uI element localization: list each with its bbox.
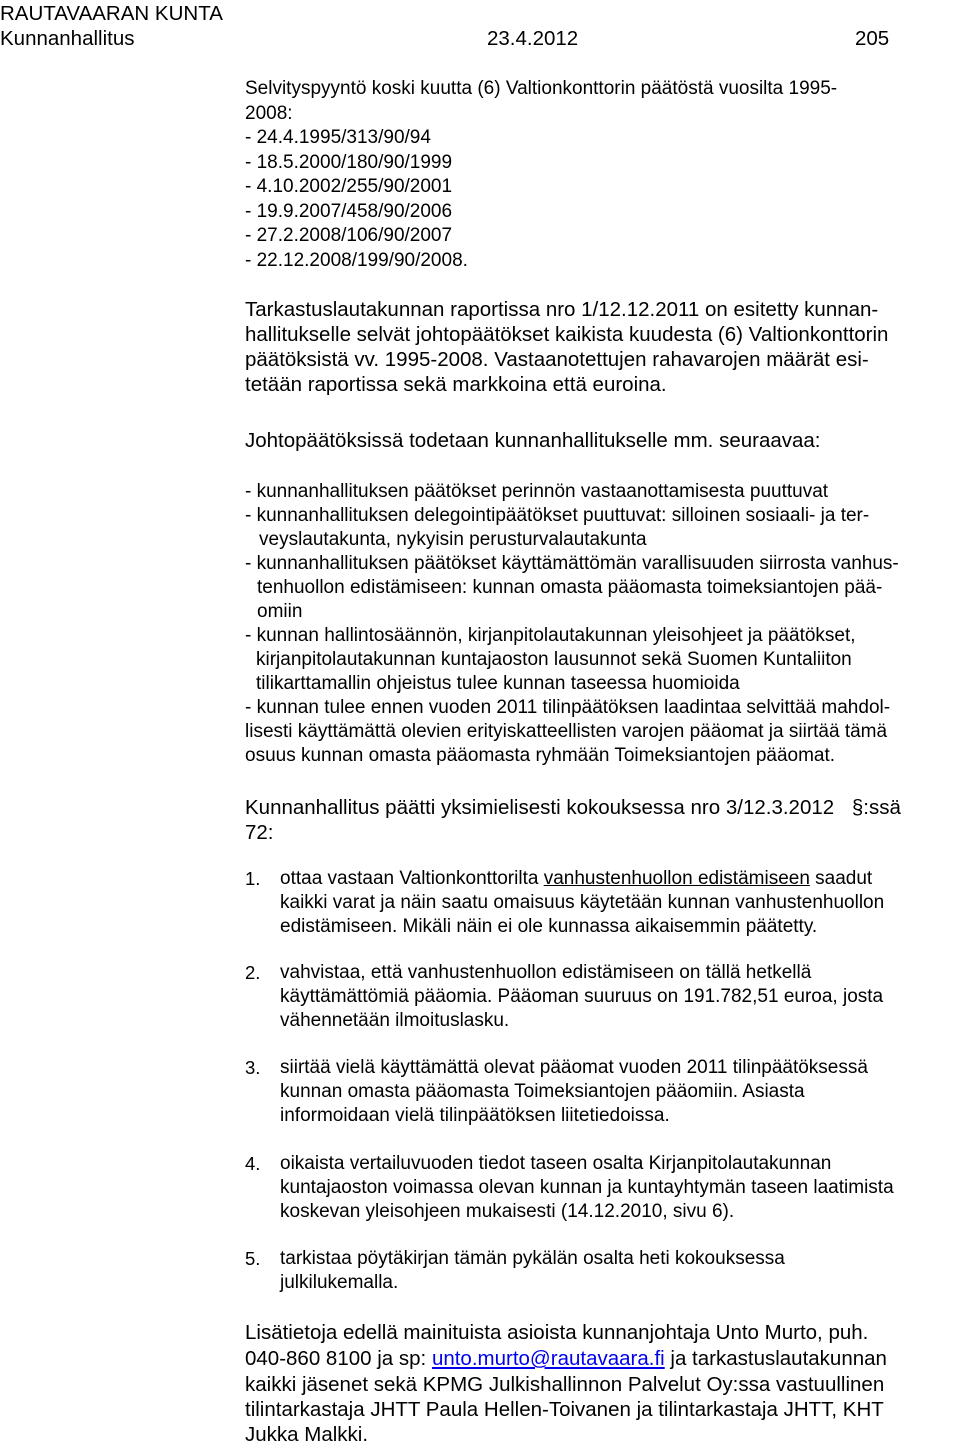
request-title-line1: Selvityspyyntö koski kuutta (6) Valtionkonttorin päätöstä vuosilta 1995-	[245, 78, 838, 99]
decision-item: - 22.12.2008/199/90/2008.	[245, 250, 468, 271]
item-text: ottaa vastaan Valtionkonttorilta	[280, 868, 544, 889]
resolution-line2: 72:	[245, 821, 274, 844]
section-sign-icon: §	[851, 796, 864, 819]
resolution-text: Kunnanhallitus päätti yksimielisesti kokouksessa nro 3/12.3.2012	[245, 796, 840, 819]
item-line: oikaista vertailuvuoden tiedot taseen osalta Kirjanpitolautakunnan	[280, 1153, 832, 1174]
decision-item: - 24.4.1995/313/90/94	[245, 127, 431, 148]
contact-text: 040-860 8100 ja sp:	[245, 1347, 432, 1370]
conclusion-line: - kunnanhallituksen delegointipäätökset puuttuvat: silloinen sosiaali- ja ter-	[245, 505, 870, 526]
item-text: saadut	[809, 868, 873, 889]
item-number: 1.	[245, 868, 261, 889]
contact-line: tilintarkastaja JHTT Paula Hellen-Toivanen ja tilintarkastaja JHTT, KHT	[245, 1398, 884, 1421]
conclusion-line: - kunnanhallituksen päätökset käyttämättömän varallisuuden siirrosta vanhus-	[245, 553, 899, 574]
contact-text: ja tarkastuslautakunnan	[664, 1347, 887, 1370]
decision-item: - 4.10.2002/255/90/2001	[245, 176, 453, 197]
report-line: päätöksistä vv. 1995-2008. Vastaanotettujen rahavarojen määrät esi-	[245, 348, 869, 371]
conclusion-line: kirjanpitolautakunnan kuntajaoston lausunnot sekä Suomen Kuntaliiton	[256, 649, 852, 670]
request-title-line2: 2008:	[245, 103, 293, 124]
item-line: kuntajaoston voimassa olevan kunnan ja kuntayhtymän taseen laatimista	[280, 1177, 894, 1198]
item-line: julkilukemalla.	[280, 1272, 399, 1293]
item-line: informoidaan vielä tilinpäätöksen liitetiedoissa.	[280, 1105, 670, 1126]
item-line: vahvistaa, että vanhustenhuollon edistämiseen on tällä hetkellä	[280, 962, 812, 983]
body-name: Kunnanhallitus	[0, 27, 135, 50]
item-line: kaikki varat ja näin saatu omaisuus käytetään kunnan vanhustenhuollon	[280, 892, 885, 913]
conclusion-line: osuus kunnan omasta pääomasta ryhmään Toimeksiantojen pääomat.	[245, 745, 836, 766]
item-number: 2.	[245, 962, 261, 983]
item-line	[280, 867, 872, 891]
contact-line: Jukka Malkki.	[245, 1423, 369, 1446]
conclusions-intro: Johtopäätöksissä todetaan kunnanhallitukselle mm. seuraavaa:	[245, 429, 821, 452]
underlined-text: vanhustenhuollon edistämiseen	[543, 868, 810, 889]
conclusion-line: veyslautakunta, nykyisin perusturvalautakunta	[259, 529, 647, 550]
report-line: Tarkastuslautakunnan raportissa nro 1/12.12.2011 on esitetty kunnan-	[245, 298, 879, 321]
org-name: RAUTAVAARAN KUNTA	[0, 2, 223, 25]
conclusion-line: lisesti käyttämättä olevien erityiskatteellisten varojen pääomat ja siirtää tämä	[245, 721, 888, 742]
contact-line	[245, 1346, 887, 1372]
contact-line: kaikki jäsenet sekä KPMG Julkishallinnon Palvelut Oy:ssa vastuullinen	[245, 1373, 885, 1396]
item-line: edistämiseen. Mikäli näin ei ole kunnassa aikaisemmin päätetty.	[280, 916, 818, 937]
item-number: 4.	[245, 1153, 261, 1174]
item-line: tarkistaa pöytäkirjan tämän pykälän osalta heti kokouksessa	[280, 1248, 785, 1269]
resolution-line1	[245, 795, 901, 821]
conclusion-line: - kunnan hallintosäännön, kirjanpitolautakunnan yleisohjeet ja päätökset,	[245, 625, 856, 646]
item-line: kunnan omasta pääomasta Toimeksiantojen pääomiin. Asiasta	[280, 1081, 805, 1102]
item-line: koskevan yleisohjeen mukaisesti (14.12.2010, sivu 6).	[280, 1201, 735, 1222]
item-line: siirtää vielä käyttämättä olevat pääomat vuoden 2011 tilinpäätöksessä	[280, 1057, 868, 1078]
meeting-date: 23.4.2012	[487, 27, 579, 50]
conclusion-line: - kunnanhallituksen päätökset perinnön vastaanottamisesta puuttuvat	[245, 481, 829, 502]
decision-item: - 18.5.2000/180/90/1999	[245, 152, 453, 173]
conclusion-line: omiin	[257, 601, 303, 622]
item-line: käyttämättömiä pääomia. Pääoman suuruus on 191.782,51 euroa, josta	[280, 986, 884, 1007]
resolution-suffix: :ssä	[863, 796, 901, 819]
item-number: 3.	[245, 1057, 261, 1078]
page-number: 205	[855, 27, 890, 50]
item-line: vähennetään ilmoituslasku.	[280, 1010, 510, 1031]
conclusion-line: - kunnan tulee ennen vuoden 2011 tilinpäätöksen laadintaa selvittää mahdol-	[245, 697, 891, 718]
item-number: 5.	[245, 1248, 261, 1269]
conclusion-line: tenhuollon edistämiseen: kunnan omasta pääomasta toimeksiantojen pää-	[257, 577, 883, 598]
decision-item: - 19.9.2007/458/90/2006	[245, 201, 453, 222]
report-line: hallitukselle selvät johtopäätökset kaikista kuudesta (6) Valtionkonttorin	[245, 323, 889, 346]
contact-line: Lisätietoja edellä mainituista asioista kunnanjohtaja Unto Murto, puh.	[245, 1321, 869, 1344]
conclusion-line: tilikarttamallin ohjeistus tulee kunnan taseessa huomioida	[256, 673, 740, 694]
email-link[interactable]: unto.murto@rautavaara.fi	[431, 1347, 665, 1370]
decision-item: - 27.2.2008/106/90/2007	[245, 225, 453, 246]
report-line: tetään raportissa sekä markkoina että euroina.	[245, 373, 667, 396]
